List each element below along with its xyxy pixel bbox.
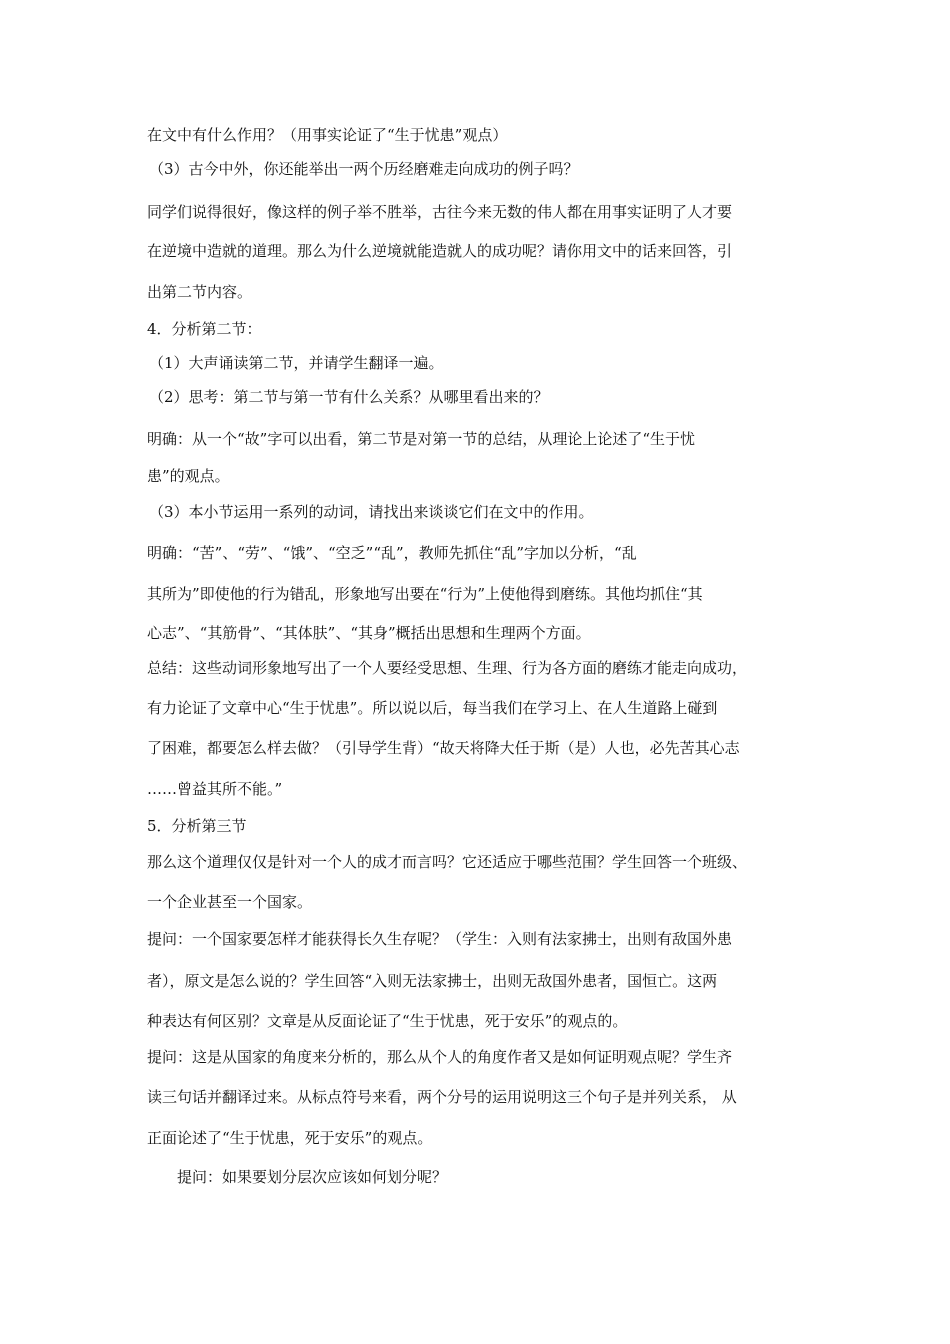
text-line: 提问：如果要划分层次应该如何划分呢？ (177, 1168, 448, 1186)
text-line: （1）大声诵读第二节，并请学生翻译一遍。 (149, 354, 444, 372)
text-line: 读三句话并翻译过来。从标点符号来看，两个分号的运用说明这三个句子是并列关系， 从 (147, 1088, 737, 1106)
text-line: 在逆境中造就的道理。那么为什么逆境就能造就人的成功呢？请你用文中的话来回答，引 (147, 242, 733, 260)
text-line: （3）本小节运用一系列的动词，请找出来谈谈它们在文中的作用。 (149, 503, 594, 521)
text-line: 明确：从一个“故”字可以出看，第二节是对第一节的总结，从理论上论述了“生于忧 (147, 430, 696, 448)
text-line: （3）古今中外，你还能举出一两个历经磨难走向成功的例子吗？ (149, 160, 579, 178)
text-line: 明确：“苦”、“劳”、“饿”、“空乏”“乱”，教师先抓住“乱”字加以分析，“乱 (147, 544, 637, 562)
text-line: 同学们说得很好，像这样的例子举不胜举，古往今来无数的伟人都在用事实证明了人才要 (147, 203, 733, 221)
text-line: 种表达有何区别？文章是从反面论证了“生于忧患，死于安乐”的观点的。 (147, 1012, 628, 1030)
text-line: 正面论述了“生于忧患，死于安乐”的观点。 (147, 1129, 433, 1147)
text-line: 总结：这些动词形象地写出了一个人要经受思想、生理、行为各方面的磨练才能走向成功， (147, 659, 748, 677)
text-line: 心志”、“其筋骨”、“其体肤”、“其身”概括出思想和生理两个方面。 (147, 624, 591, 642)
section-heading: 4．分析第二节： (147, 320, 262, 338)
text-line: 那么这个道理仅仅是针对一个人的成才而言吗？它还适应于哪些范围？学生回答一个班级、 (147, 853, 748, 871)
section-heading: 5．分析第三节 (147, 817, 247, 835)
text-line: 提问：一个国家要怎样才能获得长久生存呢？（学生：入则有法家拂士，出则有敌国外患 (147, 930, 733, 948)
text-line: 其所为”即使他的行为错乱，形象地写出要在“行为”上使他得到磨练。其他均抓住“其 (147, 585, 703, 603)
text-line: 者），原文是怎么说的？学生回答“入则无法家拂士，出则无敌国外患者，国恒亡。这两 (147, 972, 718, 990)
text-line: 患”的观点。 (147, 467, 230, 485)
text-line: 了困难，都要怎么样去做？（引导学生背）“故天将降大任于斯（是）人也，必先苦其心志 (147, 739, 740, 757)
text-line: ……曾益其所不能。” (147, 780, 283, 798)
text-line: 一个企业甚至一个国家。 (147, 893, 313, 911)
text-line: 有力论证了文章中心“生于忧患”。所以说以后，每当我们在学习上、在人生道路上碰到 (147, 699, 718, 717)
text-line: 在文中有什么作用？（用事实论证了“生于忧患”观点） (147, 126, 508, 144)
text-line: 提问：这是从国家的角度来分析的，那么从个人的角度作者又是如何证明观点呢？学生齐 (147, 1048, 733, 1066)
text-line: （2）思考：第二节与第一节有什么关系？从哪里看出来的？ (149, 388, 549, 406)
text-line: 出第二节内容。 (147, 283, 253, 301)
